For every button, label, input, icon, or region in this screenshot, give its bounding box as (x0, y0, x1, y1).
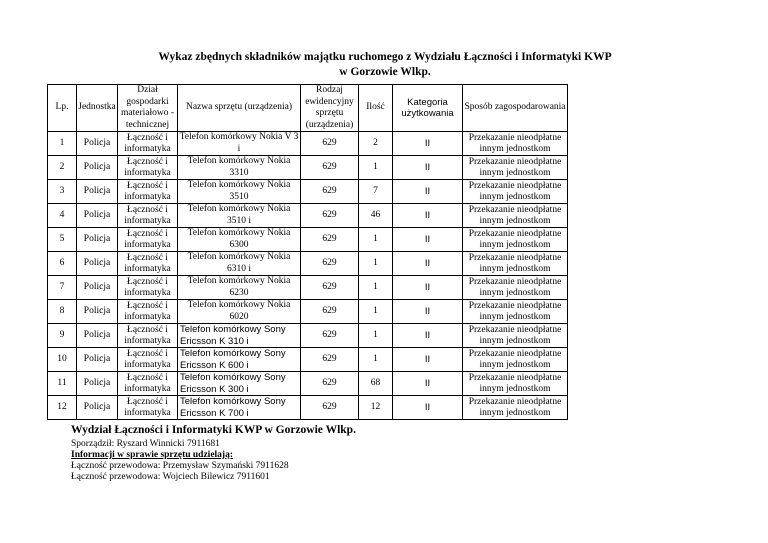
cell-lp: 8 (48, 300, 77, 324)
cell-nazwa: Telefon komórkowy Nokia 6020 (178, 300, 301, 324)
footer (71, 423, 356, 483)
cell-sposob: Przekazanie nieodpłatne innym jednostkom (463, 396, 568, 420)
cell-ilosc: 68 (359, 372, 393, 396)
cell-dzial: Łączność i informatyka (118, 300, 178, 324)
table-row (48, 252, 568, 276)
cell-rodzaj: 629 (301, 132, 359, 156)
title-line-1: Wykaz zbędnych składników majątku ruchomego z Wydziału Łączności i Informatyki KWP (158, 51, 612, 63)
table-row (48, 180, 568, 204)
cell-rodzaj: 629 (301, 204, 359, 228)
cell-sposob: Przekazanie nieodpłatne innym jednostkom (463, 372, 568, 396)
cell-kategoria: II (393, 180, 463, 204)
table-body (48, 132, 568, 420)
header-jednostka: Jednostka (77, 85, 118, 132)
cell-nazwa: Telefon komórkowy Nokia V 3 i (178, 132, 301, 156)
cell-dzial: Łączność i informatyka (118, 324, 178, 348)
cell-ilosc: 7 (359, 180, 393, 204)
cell-kategoria: II (393, 324, 463, 348)
cell-kategoria: II (393, 276, 463, 300)
title-line-2: w Gorzowie Wlkp. (339, 66, 431, 78)
cell-rodzaj: 629 (301, 396, 359, 420)
table-row (48, 348, 568, 372)
cell-dzial: Łączność i informatyka (118, 348, 178, 372)
cell-sposob: Przekazanie nieodpłatne innym jednostkom (463, 132, 568, 156)
cell-nazwa: Telefon komórkowy Nokia 6300 (178, 228, 301, 252)
cell-jednostka: Policja (77, 276, 118, 300)
cell-kategoria: II (393, 372, 463, 396)
header-kategoria: Kategoria użytkowania (393, 85, 463, 132)
cell-jednostka: Policja (77, 132, 118, 156)
cell-nazwa: Telefon komórkowy Nokia 6310 i (178, 252, 301, 276)
cell-sposob: Przekazanie nieodpłatne innym jednostkom (463, 228, 568, 252)
cell-nazwa: Telefon komórkowy Sony Ericsson K 300 i (178, 372, 301, 396)
cell-nazwa: Telefon komórkowy Sony Ericsson K 700 i (178, 396, 301, 420)
table-row (48, 228, 568, 252)
cell-rodzaj: 629 (301, 300, 359, 324)
cell-ilosc: 1 (359, 156, 393, 180)
cell-jednostka: Policja (77, 372, 118, 396)
document-title (60, 50, 710, 80)
cell-lp: 4 (48, 204, 77, 228)
cell-nazwa: Telefon komórkowy Nokia 3510 i (178, 204, 301, 228)
cell-rodzaj: 629 (301, 156, 359, 180)
header-rodzaj: Rodzaj ewidencyjny sprzętu (urządzenia) (301, 85, 359, 132)
cell-sposob: Przekazanie nieodpłatne innym jednostkom (463, 300, 568, 324)
cell-sposob: Przekazanie nieodpłatne innym jednostkom (463, 204, 568, 228)
cell-dzial: Łączność i informatyka (118, 396, 178, 420)
cell-rodzaj: 629 (301, 348, 359, 372)
cell-lp: 1 (48, 132, 77, 156)
cell-kategoria: II (393, 132, 463, 156)
table-row (48, 300, 568, 324)
cell-nazwa: Telefon komórkowy Nokia 3310 (178, 156, 301, 180)
cell-kategoria: II (393, 396, 463, 420)
cell-lp: 3 (48, 180, 77, 204)
cell-sposob: Przekazanie nieodpłatne innym jednostkom (463, 252, 568, 276)
cell-sposob: Przekazanie nieodpłatne innym jednostkom (463, 276, 568, 300)
cell-nazwa: Telefon komórkowy Sony Ericsson K 310 i (178, 324, 301, 348)
cell-jednostka: Policja (77, 252, 118, 276)
cell-sposob: Przekazanie nieodpłatne innym jednostkom (463, 348, 568, 372)
table-row (48, 372, 568, 396)
cell-jednostka: Policja (77, 204, 118, 228)
cell-lp: 11 (48, 372, 77, 396)
cell-nazwa: Telefon komórkowy Nokia 3510 (178, 180, 301, 204)
header-ilosc: Ilość (359, 85, 393, 132)
footer-sporzadzil: Sporządził: Ryszard Winnicki 7911681 (71, 439, 220, 449)
header-lp: Lp. (48, 85, 77, 132)
header-nazwa: Nazwa sprzętu (urządzenia) (178, 85, 301, 132)
cell-jednostka: Policja (77, 228, 118, 252)
table-row (48, 396, 568, 420)
cell-lp: 10 (48, 348, 77, 372)
footer-info: Informacji w sprawie sprzętu udzielają: (71, 450, 234, 460)
cell-ilosc: 1 (359, 252, 393, 276)
cell-ilosc: 1 (359, 228, 393, 252)
cell-lp: 7 (48, 276, 77, 300)
footer-contact-1: Łączność przewodowa: Przemysław Szymański 7911628 (71, 461, 289, 471)
table-header-row (48, 85, 568, 132)
cell-lp: 6 (48, 252, 77, 276)
cell-lp: 12 (48, 396, 77, 420)
cell-ilosc: 1 (359, 324, 393, 348)
cell-rodzaj: 629 (301, 252, 359, 276)
cell-lp: 2 (48, 156, 77, 180)
cell-sposob: Przekazanie nieodpłatne innym jednostkom (463, 180, 568, 204)
cell-lp: 5 (48, 228, 77, 252)
cell-kategoria: II (393, 348, 463, 372)
cell-jednostka: Policja (77, 300, 118, 324)
cell-dzial: Łączność i informatyka (118, 156, 178, 180)
cell-rodzaj: 629 (301, 372, 359, 396)
cell-jednostka: Policja (77, 348, 118, 372)
cell-jednostka: Policja (77, 156, 118, 180)
cell-rodzaj: 629 (301, 276, 359, 300)
cell-ilosc: 2 (359, 132, 393, 156)
cell-sposob: Przekazanie nieodpłatne innym jednostkom (463, 156, 568, 180)
header-dzial: Dział gospodarki materiałowo - technicznej (118, 85, 178, 132)
table-row (48, 324, 568, 348)
cell-lp: 9 (48, 324, 77, 348)
cell-nazwa: Telefon komórkowy Sony Ericsson K 600 i (178, 348, 301, 372)
cell-ilosc: 12 (359, 396, 393, 420)
cell-kategoria: II (393, 204, 463, 228)
cell-rodzaj: 629 (301, 228, 359, 252)
cell-jednostka: Policja (77, 324, 118, 348)
cell-ilosc: 1 (359, 300, 393, 324)
header-sposob: Sposób zagospodarowania (463, 85, 568, 132)
cell-dzial: Łączność i informatyka (118, 204, 178, 228)
cell-dzial: Łączność i informatyka (118, 276, 178, 300)
cell-kategoria: II (393, 252, 463, 276)
table-row (48, 132, 568, 156)
equipment-table (47, 84, 568, 420)
table-row (48, 156, 568, 180)
cell-jednostka: Policja (77, 396, 118, 420)
cell-kategoria: II (393, 156, 463, 180)
cell-ilosc: 46 (359, 204, 393, 228)
cell-dzial: Łączność i informatyka (118, 372, 178, 396)
cell-nazwa: Telefon komórkowy Nokia 6230 (178, 276, 301, 300)
cell-rodzaj: 629 (301, 324, 359, 348)
cell-kategoria: II (393, 228, 463, 252)
table-row (48, 276, 568, 300)
cell-sposob: Przekazanie nieodpłatne innym jednostkom (463, 324, 568, 348)
cell-ilosc: 1 (359, 348, 393, 372)
cell-dzial: Łączność i informatyka (118, 252, 178, 276)
footer-contact-2: Łączność przewodowa: Wojciech Bilewicz 7911601 (71, 472, 270, 482)
table-row (48, 204, 568, 228)
cell-dzial: Łączność i informatyka (118, 132, 178, 156)
cell-dzial: Łączność i informatyka (118, 180, 178, 204)
cell-rodzaj: 629 (301, 180, 359, 204)
cell-ilosc: 1 (359, 276, 393, 300)
footer-org: Wydział Łączności i Informatyki KWP w Gorzowie Wlkp. (71, 424, 356, 436)
cell-jednostka: Policja (77, 180, 118, 204)
cell-dzial: Łączność i informatyka (118, 228, 178, 252)
cell-kategoria: II (393, 300, 463, 324)
